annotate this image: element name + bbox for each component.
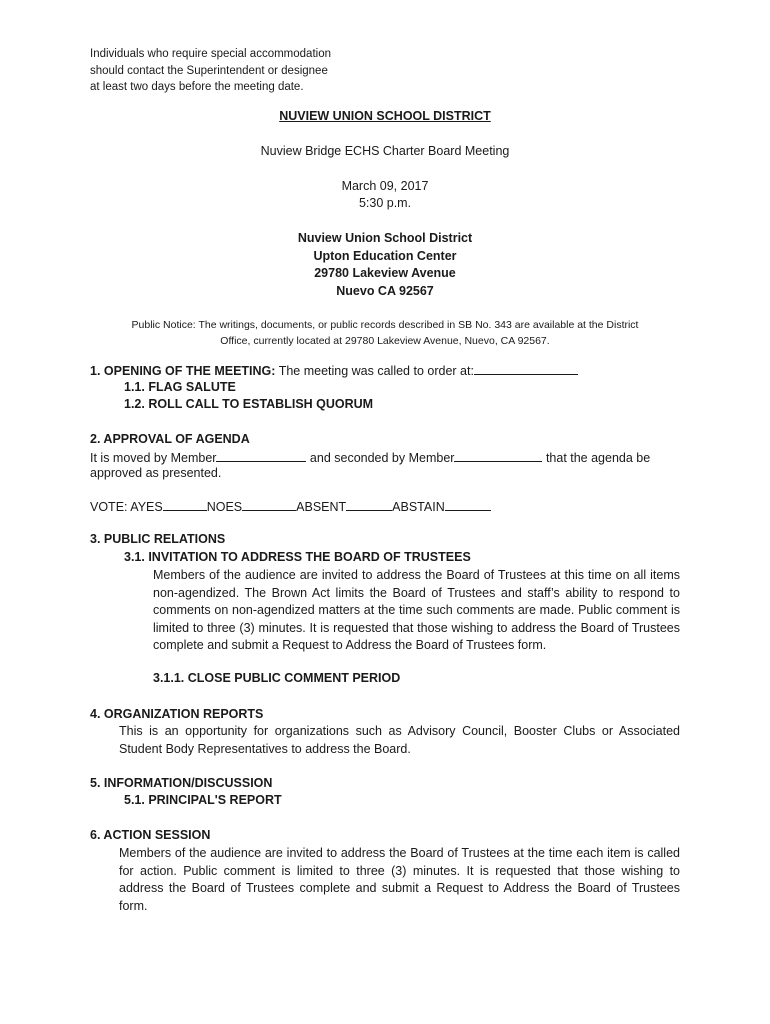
- noes-blank[interactable]: [242, 498, 296, 511]
- section-3-1-heading: 3.1. INVITATION TO ADDRESS THE BOARD OF TRUSTEES: [124, 550, 471, 564]
- seconded-by-blank[interactable]: [454, 449, 542, 462]
- section-2-heading: 2. APPROVAL OF AGENDA: [90, 432, 250, 446]
- call-to-order-time-blank[interactable]: [474, 362, 578, 375]
- location-city: Nuevo CA 92567: [336, 283, 434, 298]
- vote-abstain-label: ABSTAIN: [392, 500, 445, 514]
- section-3-1-body: Members of the audience are invited to address the Board of Trustees at this time on all items non-agendized. The Brown Act limits the Board of Trustees and staff’s ability to respond to comments on non-agendized matters at the time such comments are made. Public comment is limited to three (3) minutes. It is requested that those wishing to address the Board of Trustees complete and submit a Request to Address the Board of Trustees form.: [153, 568, 680, 652]
- accommodation-notice: [90, 46, 331, 96]
- section-4-body: This is an opportunity for organizations such as Advisory Council, Booster Clubs or Associated Student Body Representatives to address the Board.: [119, 724, 680, 756]
- meeting-date: March 09, 2017: [341, 179, 429, 193]
- district-title: NUVIEW UNION SCHOOL DISTRICT: [279, 109, 491, 123]
- abstain-blank[interactable]: [445, 498, 491, 511]
- public-notice-line: Public Notice: The writings, documents, or public records described in SB No. 343 are available at the District: [131, 319, 639, 331]
- vote-ayes-label: VOTE: AYES: [90, 500, 163, 514]
- moved-by-label: It is moved by Member: [90, 451, 217, 465]
- section-1-heading: 1. OPENING OF THE MEETING:: [90, 364, 276, 378]
- public-notice-line: Office, currently located at 29780 Lakeview Avenue, Nuevo, CA 92567.: [220, 335, 550, 347]
- meeting-name: Nuview Bridge ECHS Charter Board Meeting: [260, 144, 510, 158]
- section-1-1-heading: 1.1. FLAG SALUTE: [124, 380, 236, 394]
- motion-line: [90, 449, 650, 465]
- ayes-blank[interactable]: [163, 498, 207, 511]
- section-3-1-1-heading: 3.1.1. CLOSE PUBLIC COMMENT PERIOD: [153, 671, 401, 685]
- location-street: 29780 Lakeview Avenue: [314, 266, 456, 280]
- section-1-text: The meeting was called to order at:: [278, 364, 474, 378]
- vote-line: [90, 498, 491, 514]
- location-building: Upton Education Center: [313, 248, 457, 263]
- section-4-heading: 4. ORGANIZATION REPORTS: [90, 707, 264, 721]
- public-notice: [0, 317, 770, 349]
- accommodation-line: should contact the Superintendent or designee: [90, 64, 328, 77]
- seconded-by-label: and seconded by Member: [309, 451, 455, 465]
- section-5-1-heading: 5.1. PRINCIPAL'S REPORT: [124, 793, 282, 807]
- section-1-2-heading: 1.2. ROLL CALL TO ESTABLISH QUORUM: [124, 397, 374, 411]
- moved-by-blank[interactable]: [216, 449, 306, 462]
- vote-noes-label: NOES: [206, 500, 243, 514]
- accommodation-line: at least two days before the meeting date.: [90, 81, 304, 93]
- absent-blank[interactable]: [346, 498, 392, 511]
- meeting-time: 5:30 p.m.: [358, 196, 412, 210]
- accommodation-line: Individuals who require special accommodation: [90, 48, 331, 60]
- section-5-heading: 5. INFORMATION/DISCUSSION: [90, 776, 273, 790]
- vote-absent-label: ABSENT: [296, 500, 347, 514]
- location-block: [0, 230, 770, 300]
- section-6-body: Members of the audience are invited to address the Board of Trustees at the time each item is called for action. Public comment is limited to three (3) minutes. It is requested that those wishing to address the Board of Trustees complete and submit a Request to Address the Board of Trustees form.: [119, 846, 680, 913]
- approved-line: approved as presented.: [90, 466, 222, 480]
- section-3-heading: 3. PUBLIC RELATIONS: [90, 532, 226, 546]
- section-6-heading: 6. ACTION SESSION: [90, 828, 211, 842]
- agenda-clause: that the agenda be: [545, 451, 651, 465]
- section-1-line: [90, 362, 578, 378]
- location-name: Nuview Union School District: [297, 231, 473, 245]
